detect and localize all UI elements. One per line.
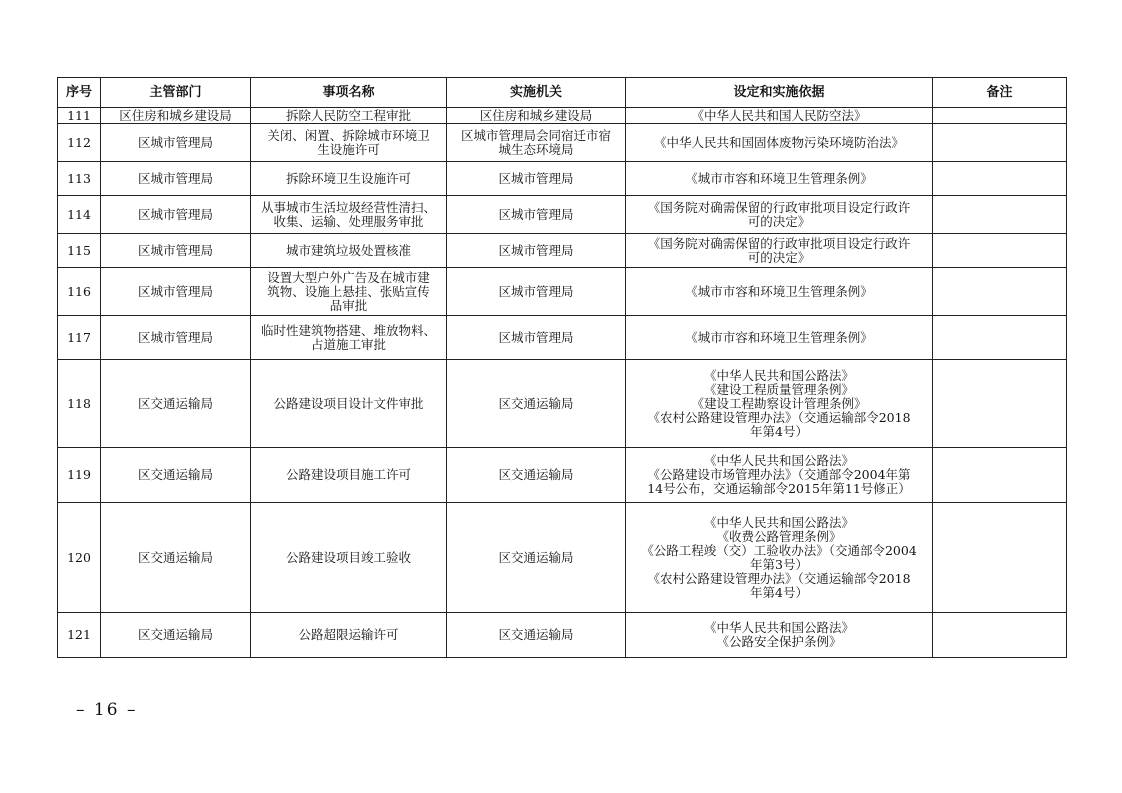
cell-implementing-agency <box>447 124 626 162</box>
cell-item-name <box>251 268 447 316</box>
table-row <box>58 162 1067 196</box>
cell-item-name <box>251 360 447 448</box>
header-remarks: 备注 <box>933 78 1067 108</box>
cell-implementing-agency-line: 区城市管理局 <box>498 170 574 186</box>
cell-legal-basis-line: 可的决定》 <box>747 249 811 265</box>
cell-remarks <box>933 234 1067 268</box>
cell-serial-number: 117 <box>58 316 101 360</box>
cell-implementing-agency-line: 区城市管理局会同宿迁市宿 <box>460 127 611 143</box>
cell-legal-basis-line: 《国务院对确需保留的行政审批项目设定行政许 <box>647 235 911 251</box>
cell-legal-basis-line: 《公路建设市场管理办法》（交通部令2004年第 <box>647 467 911 482</box>
cell-implementing-agency-line: 区城市管理局 <box>498 283 574 299</box>
cell-legal-basis-line: 《农村公路建设管理办法》（交通运输部令2018 <box>647 409 911 425</box>
cell-implementing-agency <box>447 316 626 360</box>
cell-implementing-agency-line: 区城市管理局 <box>498 242 574 258</box>
cell-legal-basis-line: 《城市市容和环境卫生管理条例》 <box>685 329 873 345</box>
cell-implementing-agency-line: 区交通运输局 <box>498 467 574 482</box>
cell-serial-number: 120 <box>58 503 101 613</box>
cell-serial-number: 118 <box>58 360 101 448</box>
cell-department: 区住房和城乡建设局 <box>101 108 251 124</box>
cell-legal-basis-line: 《中华人民共和国固体废物污染环境防治法》 <box>653 134 904 150</box>
cell-legal-basis-line: 年第4号） <box>750 584 808 600</box>
cell-implementing-agency <box>447 503 626 613</box>
cell-item-name <box>251 124 447 162</box>
cell-department: 区交通运输局 <box>101 360 251 448</box>
cell-remarks <box>933 108 1067 124</box>
cell-item-name-line: 占道施工审批 <box>310 336 386 352</box>
cell-item-name <box>251 613 447 658</box>
table-row <box>58 316 1067 360</box>
table-row <box>58 448 1067 503</box>
cell-item-name-line: 从事城市生活垃圾经营性清扫、 <box>260 199 436 215</box>
cell-legal-basis-line: 《城市市容和环境卫生管理条例》 <box>685 170 873 186</box>
cell-legal-basis <box>626 268 933 316</box>
cell-item-name-line: 公路建设项目设计文件审批 <box>273 395 424 411</box>
cell-implementing-agency-line: 区住房和城乡建设局 <box>479 107 593 123</box>
cell-legal-basis-line: 《农村公路建设管理办法》（交通运输部令2018 <box>647 570 911 586</box>
cell-item-name-line: 生设施许可 <box>317 141 380 157</box>
table-row <box>58 234 1067 268</box>
cell-remarks <box>933 268 1067 316</box>
cell-item-name <box>251 234 447 268</box>
cell-implementing-agency <box>447 268 626 316</box>
cell-legal-basis <box>626 124 933 162</box>
cell-implementing-agency-line: 区交通运输局 <box>498 627 574 642</box>
cell-implementing-agency-line: 区交通运输局 <box>498 549 574 565</box>
cell-legal-basis <box>626 162 933 196</box>
cell-serial-number: 121 <box>58 613 101 658</box>
cell-item-name-line: 城市建筑垃圾处置核准 <box>285 242 411 258</box>
cell-legal-basis <box>626 196 933 234</box>
table-row <box>58 196 1067 234</box>
table-row <box>58 108 1067 124</box>
cell-implementing-agency-line: 区城市管理局 <box>498 206 574 222</box>
cell-department: 区城市管理局 <box>101 316 251 360</box>
cell-remarks <box>933 196 1067 234</box>
cell-item-name <box>251 316 447 360</box>
table-row <box>58 503 1067 613</box>
cell-legal-basis-line: 《国务院对确需保留的行政审批项目设定行政许 <box>647 199 911 215</box>
cell-serial-number: 112 <box>58 124 101 162</box>
cell-implementing-agency-line: 区交通运输局 <box>498 395 574 411</box>
table-body <box>58 108 1067 658</box>
header-department: 主管部门 <box>101 78 251 108</box>
cell-serial-number: 116 <box>58 268 101 316</box>
cell-legal-basis-line: 《中华人民共和国公路法》 <box>703 514 854 530</box>
table-row <box>58 613 1067 658</box>
cell-remarks <box>933 124 1067 162</box>
cell-item-name-line: 临时性建筑物搭建、堆放物料、 <box>260 322 436 338</box>
cell-legal-basis-line: 《中华人民共和国公路法》 <box>703 367 854 383</box>
cell-legal-basis-line: 《城市市容和环境卫生管理条例》 <box>685 283 873 299</box>
cell-legal-basis-line: 年第4号） <box>750 423 808 439</box>
cell-implementing-agency <box>447 613 626 658</box>
cell-serial-number: 115 <box>58 234 101 268</box>
header-item-name: 事项名称 <box>251 78 447 108</box>
cell-item-name-line: 公路建设项目施工许可 <box>285 467 411 482</box>
cell-remarks <box>933 316 1067 360</box>
cell-legal-basis <box>626 613 933 658</box>
cell-remarks <box>933 448 1067 503</box>
cell-legal-basis-line: 《中华人民共和国公路法》 <box>703 453 854 468</box>
cell-legal-basis-line: 《中华人民共和国公路法》 <box>703 620 854 635</box>
cell-implementing-agency <box>447 162 626 196</box>
cell-serial-number: 114 <box>58 196 101 234</box>
cell-legal-basis-line: 《公路工程竣（交）工验收办法》（交通部令2004 <box>641 542 917 558</box>
cell-item-name <box>251 108 447 124</box>
cell-item-name-line: 筑物、设施上悬挂、张贴宣传 <box>267 283 430 299</box>
cell-remarks <box>933 503 1067 613</box>
cell-department: 区城市管理局 <box>101 162 251 196</box>
cell-legal-basis-line: 可的决定》 <box>747 213 811 229</box>
cell-serial-number: 111 <box>58 108 101 124</box>
cell-legal-basis-line: 《建设工程质量管理条例》 <box>703 381 854 397</box>
cell-department: 区城市管理局 <box>101 196 251 234</box>
cell-legal-basis-line: 《中华人民共和国人民防空法》 <box>691 107 867 123</box>
cell-legal-basis-line: 《收费公路管理条例》 <box>716 528 842 544</box>
cell-department: 区城市管理局 <box>101 268 251 316</box>
cell-legal-basis <box>626 234 933 268</box>
table-header-row <box>58 78 1067 108</box>
cell-legal-basis <box>626 108 933 124</box>
cell-legal-basis <box>626 360 933 448</box>
cell-item-name <box>251 448 447 503</box>
cell-implementing-agency <box>447 196 626 234</box>
cell-legal-basis-line: 《公路安全保护条例》 <box>716 634 842 649</box>
cell-implementing-agency <box>447 448 626 503</box>
cell-item-name-line: 收集、运输、处理服务审批 <box>273 213 424 229</box>
cell-implementing-agency <box>447 108 626 124</box>
cell-department: 区交通运输局 <box>101 613 251 658</box>
cell-legal-basis <box>626 316 933 360</box>
cell-department: 区交通运输局 <box>101 448 251 503</box>
cell-serial-number: 113 <box>58 162 101 196</box>
cell-item-name-line: 拆除人民防空工程审批 <box>285 107 411 123</box>
cell-department: 区交通运输局 <box>101 503 251 613</box>
header-implementing-agency: 实施机关 <box>447 78 626 108</box>
approval-items-table <box>57 77 1067 658</box>
page-number: – 16 – <box>76 700 138 720</box>
cell-legal-basis-line: 《建设工程勘察设计管理条例》 <box>691 395 867 411</box>
cell-department: 区城市管理局 <box>101 124 251 162</box>
cell-implementing-agency <box>447 360 626 448</box>
cell-legal-basis <box>626 503 933 613</box>
cell-implementing-agency-line: 区城市管理局 <box>498 329 574 345</box>
table-row <box>58 124 1067 162</box>
table-row <box>58 268 1067 316</box>
cell-item-name-line: 关闭、闲置、拆除城市环境卫 <box>267 127 430 143</box>
cell-serial-number: 119 <box>58 448 101 503</box>
cell-item-name <box>251 503 447 613</box>
cell-item-name-line: 设置大型户外广告及在城市建 <box>267 269 430 285</box>
cell-item-name-line: 公路建设项目竣工验收 <box>285 549 411 565</box>
cell-item-name-line: 拆除环境卫生设施许可 <box>285 170 411 186</box>
header-legal-basis: 设定和实施依据 <box>626 78 933 108</box>
cell-remarks <box>933 613 1067 658</box>
cell-remarks <box>933 360 1067 448</box>
cell-implementing-agency <box>447 234 626 268</box>
cell-item-name <box>251 162 447 196</box>
cell-legal-basis-line: 年第3号） <box>750 556 808 572</box>
cell-implementing-agency-line: 城生态环境局 <box>498 141 574 157</box>
cell-remarks <box>933 162 1067 196</box>
cell-legal-basis <box>626 448 933 503</box>
cell-department: 区城市管理局 <box>101 234 251 268</box>
cell-item-name <box>251 196 447 234</box>
header-serial-number: 序号 <box>58 78 101 108</box>
cell-legal-basis-line: 14号公布，交通运输部令2015年第11号修正） <box>647 481 911 496</box>
table-row <box>58 360 1067 448</box>
cell-item-name-line: 公路超限运输许可 <box>298 627 399 642</box>
cell-item-name-line: 品审批 <box>329 297 368 313</box>
